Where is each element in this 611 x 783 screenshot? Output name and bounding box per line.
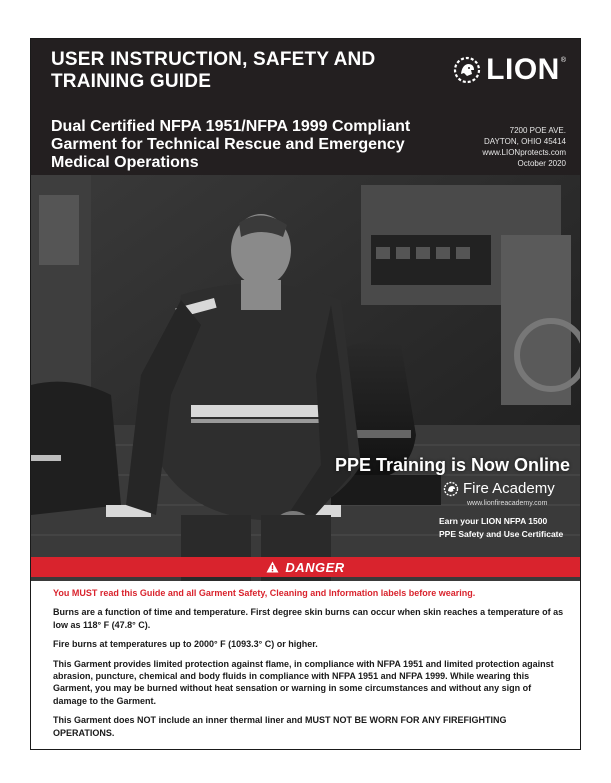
website-link[interactable]: www.LIONprotects.com [482, 148, 566, 157]
danger-paragraph: This Garment provides limited protection against flame, in compliance with NFPA 1951 and limited protection against abrasion, puncture, chemical and body fluids in compliance with NFPA 1951 and NFPA 1999. While wearing this Garment, you may be burned without heat sensation or warning in some circumstances and without any sign of damage to the Garment. [53, 658, 554, 706]
lion-head-icon [443, 481, 459, 497]
danger-paragraph: Fire burns at temperatures up to 2000° F (1093.3° C) or higher. [53, 639, 318, 650]
promo-line-1: Earn your LION NFPA 1500 [439, 516, 548, 526]
warning-triangle-icon [266, 561, 279, 573]
brand-name: LION [486, 53, 560, 86]
address-city: DAYTON, OHIO 45414 [484, 137, 566, 146]
address-street: 7200 POE AVE. [509, 126, 566, 135]
danger-paragraph: Burns are a function of time and temperature. First degree skin burns can occur when skin reaches a temperature of as low as 118° F (47.8° C). [53, 607, 564, 630]
company-address [482, 125, 566, 169]
cover-header [31, 39, 580, 175]
fire-academy-url[interactable]: www.lionfireacademy.com [467, 500, 548, 507]
lion-head-icon [452, 55, 482, 85]
promo-headline: PPE Training is Now Online [334, 455, 570, 475]
registered-mark: ® [560, 56, 566, 64]
danger-label: DANGER [285, 559, 345, 575]
cover-photo [31, 175, 580, 581]
fire-academy-logo [443, 480, 555, 497]
lion-logo [452, 53, 566, 87]
danger-paragraph: This Garment does NOT include an inner thermal liner and MUST NOT BE WORN FOR ANY FIREFIGHTING OPERATIONS. [53, 715, 507, 738]
promo-line-2: PPE Safety and Use Certificate [439, 529, 564, 539]
guide-cover [30, 38, 581, 750]
publication-date: October 2020 [517, 159, 566, 168]
page-title: USER INSTRUCTION, SAFETY AND TRAINING GUIDE [51, 49, 376, 92]
danger-banner [31, 557, 580, 577]
danger-text [53, 587, 565, 746]
page-subtitle: Dual Certified NFPA 1951/NFPA 1999 Compliant Garment for Technical Rescue and Emergency Medical Operations [51, 118, 411, 171]
read-guide-warning: You MUST read this Guide and all Garment Safety, Cleaning and Information labels before wearing. [53, 588, 476, 598]
fire-academy-name: Fire Academy [463, 480, 555, 497]
